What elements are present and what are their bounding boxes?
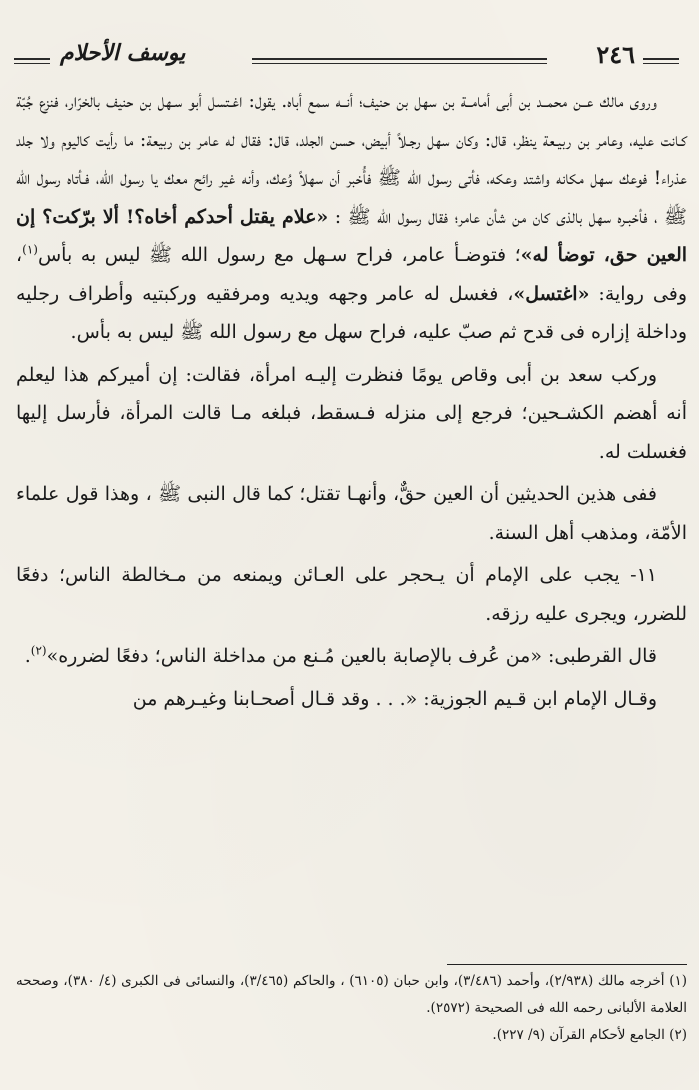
footnote-1: (١) أخرجه مالك (٢/٩٣٨)، وأحمد (٣/٤٨٦)، وابن حبان (٦١٠٥) ، والحاكم (٣/٤٦٥)، والنسائى فى الكبرى (٤/ ٣٨٠)، وصححه العلامة الألبانى رحمه الله فى الصحيحة (٢٥٧٢). bbox=[16, 973, 688, 1016]
main-text bbox=[16, 82, 687, 718]
paragraph-text: ؛ فتوضـأ عامر، فراح سـهل مع رسول الله ﷺ ليس به بأس bbox=[37, 244, 521, 266]
header-rule-left bbox=[14, 58, 50, 60]
paragraph-text: قال القرطبى: «من عُرف بالإصابة بالعين مُـنع من مداخلة الناس؛ دفعًا لضرره» bbox=[46, 645, 657, 667]
paragraph-saad: وركب سعد بن أبى وقاص يومًا فنظرت إليـه امرأة، فقالت: إن أميركم هذا ليعلم أنه أهضم الكشـحين؛ فرجع إلى منزله فـسقط، فبلغه مـا قالت المرأة، فأرسل إليها فغسلت له. bbox=[16, 363, 687, 463]
footnote-divider bbox=[447, 964, 687, 965]
running-title: يوسف الأحلام bbox=[60, 40, 186, 66]
hadith-quote: «علام يقتل أحدكم أخاه؟! ألا برّكت؟ إن العين حق، توضأ له» bbox=[16, 205, 688, 266]
page-number: ٢٤٦ bbox=[596, 40, 635, 69]
header-rule-right bbox=[643, 58, 679, 60]
footnote-ref-1[interactable]: (١) bbox=[22, 242, 38, 257]
footnote-ref-2[interactable]: (٢) bbox=[30, 643, 47, 658]
page-header bbox=[10, 38, 687, 82]
hadith-quote: «اغتسل» bbox=[513, 282, 590, 305]
header-rule-middle bbox=[252, 58, 547, 60]
paragraph-ibn-qayyim: وقـال الإمام ابن قـيم الجوزية: «. . . وقد قـال أصحـابنا وغيـرهم من bbox=[132, 687, 657, 710]
footnotes bbox=[16, 968, 687, 1049]
paragraph-point-11: ١١- يجب على الإمام أن يـحجر على العـائن ويمنعه من مـخالطة الناس؛ دفعًا للضرر، ويجرى عليه رزقه. bbox=[16, 564, 687, 625]
paragraph-conclusion: ففى هذين الحديثين أن العين حقٌّ، وأنهـا تقتل؛ كما قال النبى ﷺ ، وهذا قول علماء الأمّة، ومذهب أهل السنة. bbox=[16, 483, 687, 544]
paragraph-text: ، وفى رواية: bbox=[16, 244, 687, 305]
paragraph-qurtubi bbox=[16, 637, 687, 676]
paragraph-hadith-sahl bbox=[16, 82, 687, 352]
paragraph-text: . bbox=[24, 645, 31, 667]
footnote-2: (٢) الجامع لأحكام القرآن (٩/ ٢٢٧). bbox=[492, 1027, 687, 1043]
paragraph-text: وروى مالك عــن محمــد بن أبى أمامــة بن سهل بن حنيف؛ أنــه سمع أباه. يقول: اغـتسل أبو سـهل بن حنيف بالخرّار، فنزع جُبّة كـانت عليه، وعامر بن ربيـعة ينظر، قال: وكان سهل رجـلاً أبيض، حسن الجلد، قال: فقال له عامر بن ربيعة: ما رأيت كاليوم ولا جلد عذراء! فوعك سهل مكانه واشتد وعكه، فأتى رسول الله ﷺ فأُخبر أن سهلاً وُعك، وأنه غير رائح معك يا رسول الله، فـأتاه رسول الله ﷺ ، فأخبـره سهل بالذى كان من شأن عامر؛ فقال رسول الله ﷺ : bbox=[16, 90, 688, 228]
paragraph-text: ، فغسل له عامر وجهه ويديه ومرفقيه وركبتيه وأطراف رجليه وداخلة إزاره فى قدح ثم صبّ عليه، فراح سهل مع رسول الله ﷺ ليس به بأس. bbox=[16, 282, 687, 343]
